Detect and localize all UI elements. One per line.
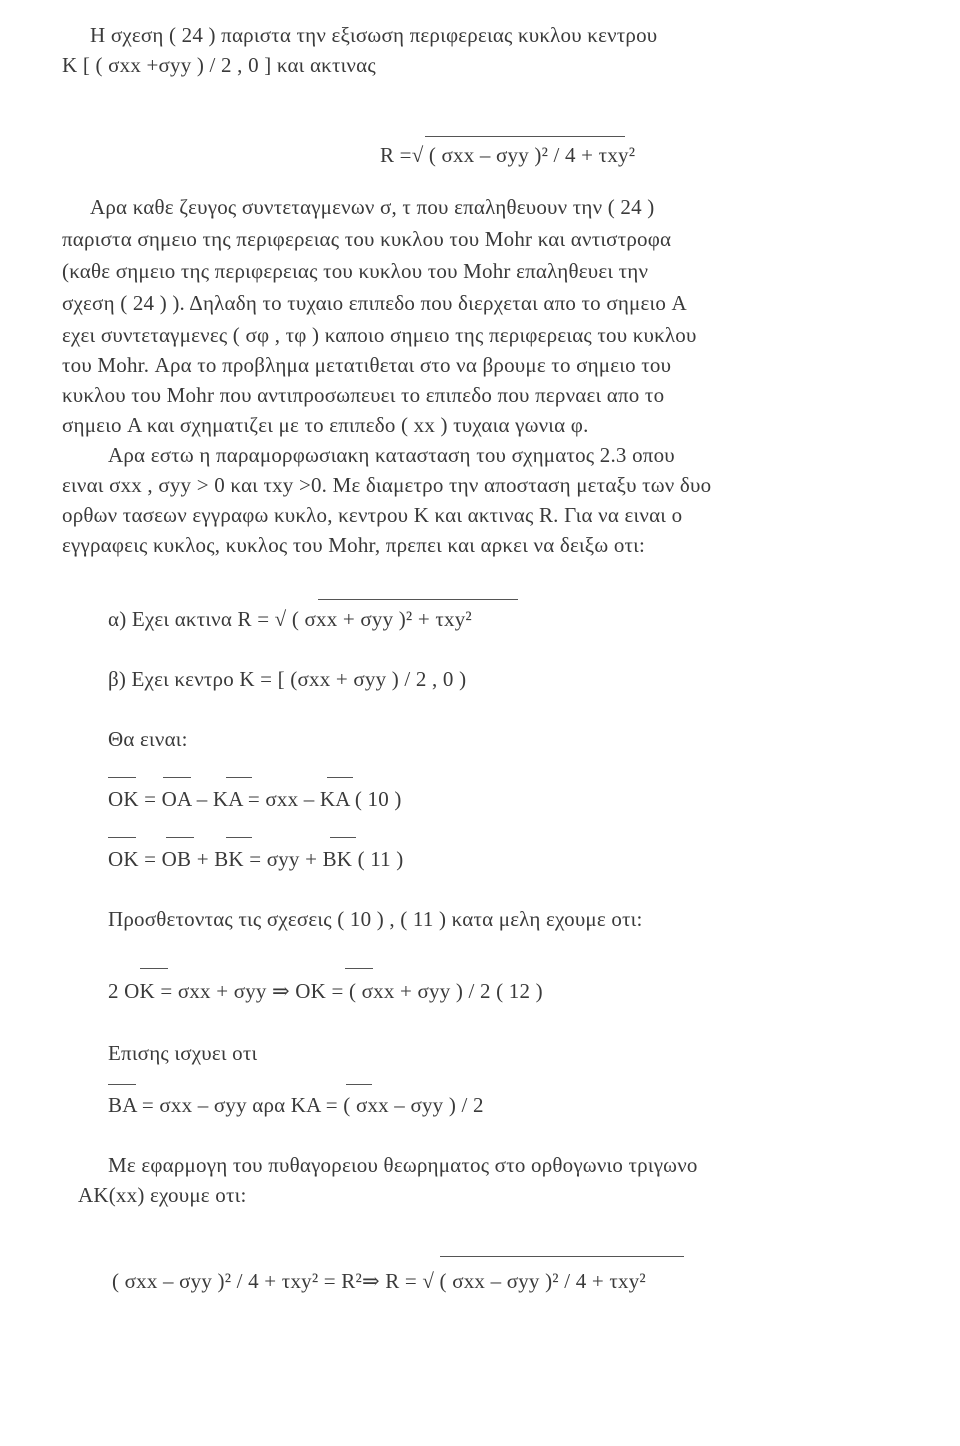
pyth-line-1: Με εφαρμογη του πυθαγορειου θεωρηματος στο ορθογωνιο τριγωνο xyxy=(108,1153,698,1177)
overline-bk2-11 xyxy=(330,837,356,838)
para3-line-2: ειναι σxx , σyy > 0 και τxy >0. Με διαμετρο την αποσταση μεταξυ των δυο xyxy=(62,473,712,497)
item-a-radius: α) Εχει ακτινα R = √ ( σxx + σyy )² + τxy² xyxy=(108,607,472,631)
item-b-center: β) Εχει κεντρο K = [ (σxx + σyy ) / 2 , 0 ) xyxy=(108,667,467,691)
para2-line-3: (καθε σημειο της περιφερειας του κυκλου του Mohr επαληθευει την xyxy=(62,259,649,283)
para2-line-2: παριστα σημειο της περιφερειας του κυκλου του Mohr και αντιστροφα xyxy=(62,227,672,251)
overline-ok-10 xyxy=(108,777,136,778)
pyth-line-2: AK(xx) εχουμε οτι: xyxy=(78,1183,247,1207)
para2-line-4: σχεση ( 24 ) ). Δηλαδη το τυχαιο επιπεδο που διερχεται απο το σημειο A xyxy=(62,291,687,315)
overline-ok-11 xyxy=(108,837,136,838)
para3-line-3: ορθων τασεων εγγραφω κυκλο, κεντρου K και ακτινας R. Για να ειναι ο xyxy=(62,503,683,527)
overline-ob-11 xyxy=(166,837,194,838)
equation-11: OK = OB + BK = σyy + BK ( 11 ) xyxy=(108,847,404,871)
tha-einai-label: Θα ειναι: xyxy=(108,727,188,751)
episis-label: Επισης ισχυει οτι xyxy=(108,1041,258,1065)
sqrt-overline-final xyxy=(440,1256,684,1257)
para3-line-1: Αρα εστω η παραμορφωσιακη κατασταση του σχηματος 2.3 οπου xyxy=(108,443,675,467)
equation-10: OK = OA – KA = σxx – KA ( 10 ) xyxy=(108,787,402,811)
overline-bk-11 xyxy=(226,837,252,838)
equation-final: ( σxx – σyy )² / 4 + τxy² = R²⇒ R = √ ( σxx – σyy )² / 4 + τxy² xyxy=(112,1269,646,1293)
sqrt-overline xyxy=(425,136,625,137)
para2-line-1: Αρα καθε ζευγος συντεταγμενων σ, τ που επαληθευουν την ( 24 ) xyxy=(90,195,655,219)
para2-line-8: σημειο A και σχηματιζει με το επιπεδο ( xx ) τυχαια γωνια φ. xyxy=(62,413,589,437)
overline-ka2-10 xyxy=(327,777,353,778)
overline-2ok-12 xyxy=(140,968,168,969)
sqrt-overline-a xyxy=(318,599,518,600)
equation-ba: BA = σxx – σyy αρα KA = ( σxx – σyy ) / 2 xyxy=(108,1093,484,1117)
para1-line-2: K [ ( σxx +σyy ) / 2 , 0 ] και ακτινας xyxy=(62,53,376,77)
para1-line-1: Η σχεση ( 24 ) παριστα την εξισωση περιφερειας κυκλου κεντρου xyxy=(90,23,658,47)
para3-line-4: εγγραφεις κυκλος, κυκλος του Mohr, πρεπει και αρκει να δειξω οτι: xyxy=(62,533,646,557)
para2-line-7: κυκλου του Mohr που αντιπροσωπευει το επιπεδο που περναει απο το xyxy=(62,383,665,407)
overline-ba xyxy=(108,1084,136,1085)
overline-ka-10 xyxy=(226,777,252,778)
para2-line-6: του Mohr. Αρα το προβλημα μετατιθεται στο να βρουμε το σημειο του xyxy=(62,353,672,377)
adding-relations-text: Προσθετοντας τις σχεσεις ( 10 ) , ( 11 ) κατα μελη εχουμε οτι: xyxy=(108,907,643,931)
overline-oa-10 xyxy=(163,777,191,778)
para2-line-5: εχει συντεταγμενες ( σφ , τφ ) καποιο σημειο της περιφερειας του κυκλου xyxy=(62,323,697,347)
equation-12: 2 OK = σxx + σyy ⇒ OK = ( σxx + σyy ) / 2 ( 12 ) xyxy=(108,979,543,1003)
overline-ok-12 xyxy=(345,968,373,969)
equation-radius: R =√ ( σxx – σyy )² / 4 + τxy² xyxy=(380,143,636,167)
overline-ka-ba xyxy=(346,1084,372,1085)
